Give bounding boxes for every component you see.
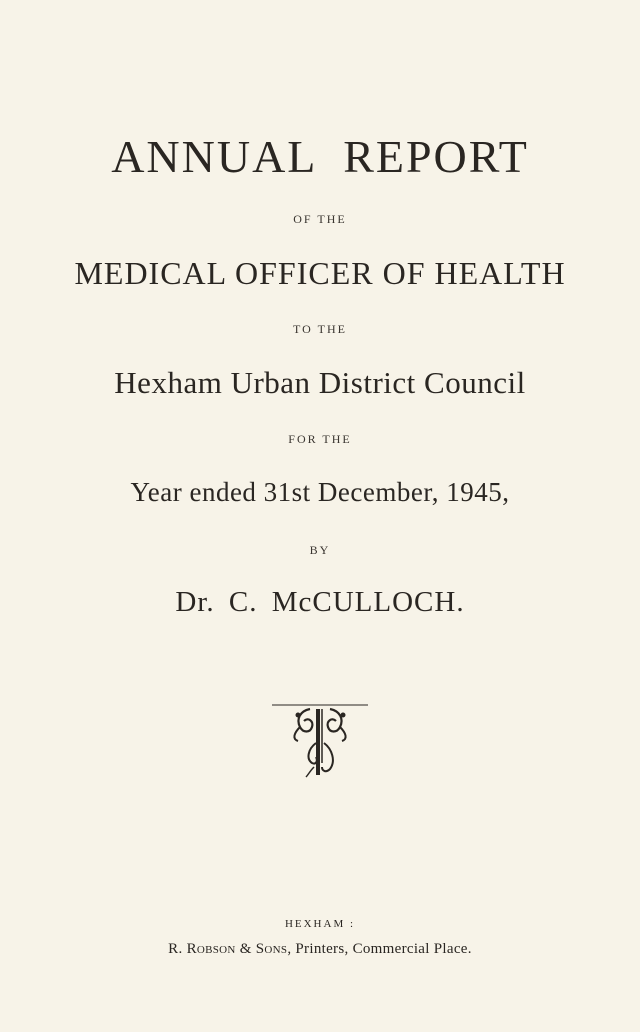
printer-prefix: R. xyxy=(168,941,187,957)
report-title: ANNUAL REPORT xyxy=(111,131,529,182)
connector-for-the: FOR THE xyxy=(288,432,352,446)
printer-sons: Sons xyxy=(255,941,288,957)
council-name: Hexham Urban District Council xyxy=(114,365,526,400)
officer-title: MEDICAL OFFICER OF HEALTH xyxy=(74,255,566,291)
printers-ornament-icon xyxy=(270,703,370,783)
imprint-printer xyxy=(0,941,640,958)
connector-to-the: TO THE xyxy=(293,322,347,336)
report-year: Year ended 31st December, 1945, xyxy=(130,477,510,507)
connector-by: BY xyxy=(309,543,331,557)
imprint-place: HEXHAM : xyxy=(284,918,356,930)
printer-name: Robson xyxy=(186,941,236,957)
connector-of-the: OF THE xyxy=(293,212,347,226)
printer-ampersand: & xyxy=(235,941,256,957)
author-name: Dr. C. McCULLOCH. xyxy=(175,586,465,618)
printer-suffix: , Printers, Commercial Place. xyxy=(287,941,472,957)
